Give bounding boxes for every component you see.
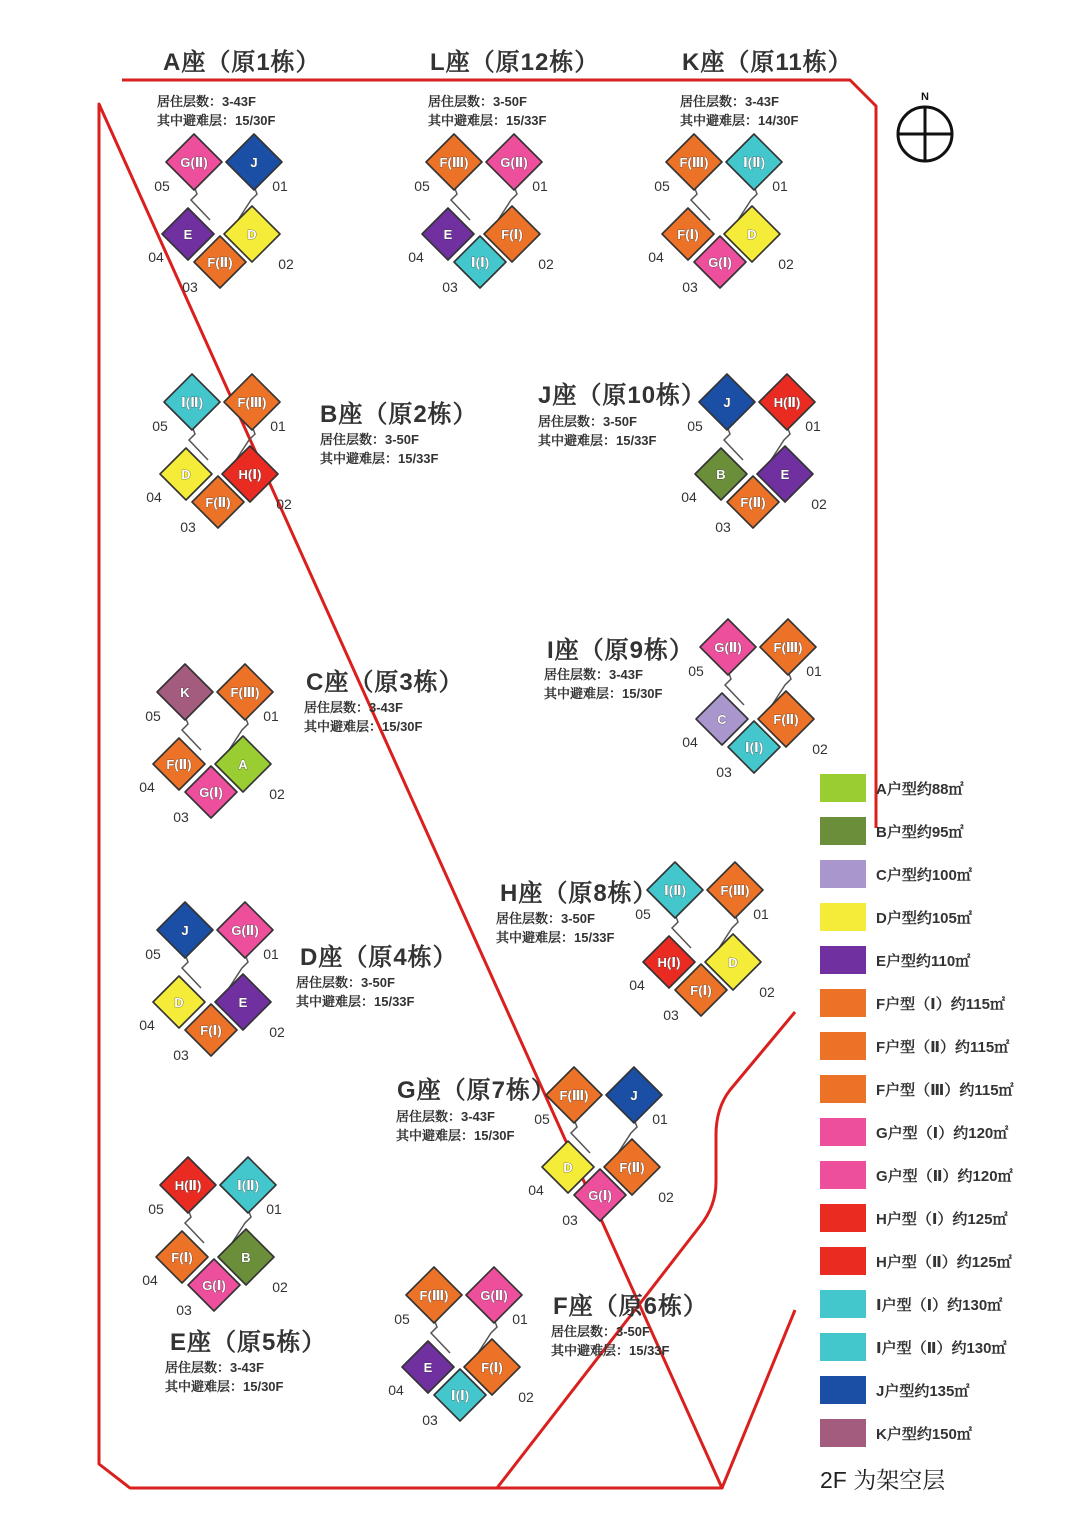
unit-type-label: F(Ⅰ) — [200, 1023, 222, 1038]
unit-type-label: F(Ⅰ) — [481, 1360, 503, 1375]
unit-type-label: F(Ⅱ) — [773, 712, 799, 727]
unit-number: 03 — [182, 279, 198, 295]
unit-05 — [145, 664, 213, 724]
building-info-h — [496, 909, 614, 947]
unit-number: 04 — [146, 489, 162, 505]
legend-swatch — [820, 860, 866, 888]
unit-01 — [707, 862, 769, 922]
building-title-c: C座（原3栋） — [306, 669, 464, 696]
legend-swatch — [820, 903, 866, 931]
unit-05 — [414, 134, 482, 194]
unit-number: 05 — [654, 178, 670, 194]
unit-01 — [226, 134, 288, 194]
building-info-i — [544, 665, 662, 703]
unit-type-label: E — [423, 1360, 433, 1375]
unit-type-label: G(Ⅱ) — [500, 155, 528, 170]
unit-type-label: Ⅰ(Ⅱ) — [180, 395, 204, 410]
legend-swatch — [820, 1247, 866, 1275]
stilt-floor-note: 2F 为架空层 — [820, 1467, 946, 1493]
unit-type-label: F(Ⅰ) — [690, 983, 712, 998]
legend-item — [820, 1032, 1070, 1060]
unit-type-label: G(Ⅰ) — [588, 1188, 612, 1203]
unit-type-label: H(Ⅰ) — [657, 955, 681, 970]
unit-number: 05 — [688, 663, 704, 679]
building-info-l — [428, 92, 546, 130]
building-title-g: G座（原7栋） — [397, 1077, 557, 1104]
unit-type-label: Ⅰ(Ⅰ) — [744, 740, 764, 755]
unit-number: 05 — [534, 1111, 550, 1127]
unit-number: 03 — [180, 519, 196, 535]
unit-type-label: F(Ⅲ) — [720, 883, 750, 898]
legend-swatch — [820, 817, 866, 845]
building-b — [146, 374, 292, 535]
unit-type-label: F(Ⅲ) — [559, 1088, 589, 1103]
unit-type-label: D — [181, 467, 191, 482]
refuge-floors: 其中避难层：15/30F — [304, 719, 423, 734]
unit-number: 01 — [532, 178, 548, 194]
unit-number: 01 — [806, 663, 822, 679]
legend-item — [820, 1075, 1070, 1103]
unit-type-label: Ⅰ(Ⅱ) — [236, 1178, 260, 1193]
unit-number: 01 — [263, 708, 279, 724]
unit-05 — [394, 1267, 462, 1327]
legend-label: Ⅰ户型（Ⅱ）约130㎡ — [876, 1339, 1007, 1357]
refuge-floors: 其中避难层：15/33F — [551, 1343, 670, 1358]
unit-type-label: F(Ⅲ) — [773, 640, 803, 655]
building-info-e — [165, 1358, 283, 1396]
unit-number: 04 — [388, 1382, 404, 1398]
unit-number: 04 — [142, 1272, 158, 1288]
unit-type-label: F(Ⅲ) — [237, 395, 267, 410]
unit-type-label: E — [443, 227, 453, 242]
unit-number: 03 — [176, 1302, 192, 1318]
legend-item — [820, 903, 1070, 931]
legend-swatch — [820, 1290, 866, 1318]
refuge-floors: 其中避难层：15/30F — [157, 113, 276, 128]
building-i — [682, 619, 828, 780]
legend-item — [820, 1419, 1070, 1447]
unit-number: 04 — [139, 779, 155, 795]
legend-item — [820, 1290, 1070, 1318]
unit-number: 01 — [270, 418, 286, 434]
unit-type-label: J — [181, 923, 189, 938]
unit-type-label: G(Ⅱ) — [714, 640, 742, 655]
unit-01 — [217, 902, 279, 962]
unit-number: 05 — [687, 418, 703, 434]
unit-type-label: K — [180, 685, 190, 700]
refuge-floors: 其中避难层：15/33F — [428, 113, 547, 128]
building-info-k — [680, 92, 798, 130]
unit-type-label: J — [250, 155, 258, 170]
building-title-l: L座（原12栋） — [430, 49, 600, 76]
unit-type-label: F(Ⅲ) — [230, 685, 260, 700]
unit-number: 02 — [272, 1279, 288, 1295]
unit-type-label: J — [723, 395, 731, 410]
legend-swatch — [820, 774, 866, 802]
legend-swatch — [820, 1118, 866, 1146]
unit-type-label: G(Ⅱ) — [180, 155, 208, 170]
unit-type-label: F(Ⅱ) — [207, 255, 233, 270]
unit-number: 01 — [272, 178, 288, 194]
building-info-b — [320, 430, 438, 468]
unit-type-label: G(Ⅰ) — [202, 1278, 226, 1293]
legend-label: H户型（Ⅱ）约125㎡ — [876, 1253, 1012, 1271]
unit-type-label: E — [238, 995, 248, 1010]
unit-type-label: F(Ⅱ) — [166, 757, 192, 772]
compass-label: N — [921, 91, 929, 103]
unit-05 — [688, 619, 756, 679]
unit-01 — [224, 374, 286, 434]
unit-number: 04 — [148, 249, 164, 265]
unit-number: 03 — [562, 1212, 578, 1228]
building-title-i: I座（原9栋） — [547, 637, 695, 664]
refuge-floors: 其中避难层：15/30F — [544, 686, 663, 701]
refuge-floors: 其中避难层：15/30F — [396, 1128, 515, 1143]
unit-05 — [148, 1157, 216, 1217]
refuge-floors: 其中避难层：15/33F — [296, 994, 415, 1009]
unit-01 — [217, 664, 279, 724]
building-info-j — [538, 412, 656, 450]
unit-number: 02 — [269, 786, 285, 802]
unit-type-label: F(Ⅰ) — [677, 227, 699, 242]
floors-count: 居住层数：3-50F — [320, 432, 419, 447]
unit-number: 02 — [518, 1389, 534, 1405]
legend-label: F户型（Ⅰ）约115㎡ — [876, 995, 1005, 1013]
unit-number: 01 — [753, 906, 769, 922]
building-title-e: E座（原5栋） — [170, 1329, 327, 1356]
unit-number: 02 — [778, 256, 794, 272]
unit-type-label: D — [247, 227, 257, 242]
floors-count: 居住层数：3-43F — [157, 94, 256, 109]
unit-number: 03 — [442, 279, 458, 295]
legend-item — [820, 1247, 1070, 1275]
legend-item — [820, 1333, 1070, 1361]
unit-number: 03 — [715, 519, 731, 535]
unit-number: 03 — [422, 1412, 438, 1428]
legend-item — [820, 946, 1070, 974]
legend-label: Ⅰ户型（Ⅰ）约130㎡ — [876, 1296, 1003, 1314]
unit-type-label: G(Ⅰ) — [199, 785, 223, 800]
floors-count: 居住层数：3-43F — [680, 94, 779, 109]
legend-label: D户型约105㎡ — [876, 909, 972, 927]
floors-count: 居住层数：3-50F — [551, 1324, 650, 1339]
floors-count: 居住层数：3-43F — [396, 1109, 495, 1124]
site-boundary-east — [722, 1310, 795, 1488]
unit-type-label: Ⅰ(Ⅱ) — [742, 155, 766, 170]
unit-number: 03 — [716, 764, 732, 780]
legend-item — [820, 817, 1070, 845]
unit-05 — [152, 374, 220, 434]
unit-number: 02 — [269, 1024, 285, 1040]
unit-05 — [654, 134, 722, 194]
unit-type-label: Ⅰ(Ⅱ) — [663, 883, 687, 898]
unit-type-label: F(Ⅰ) — [501, 227, 523, 242]
building-info-d — [296, 973, 414, 1011]
legend-swatch — [820, 989, 866, 1017]
legend-item — [820, 989, 1070, 1017]
unit-number: 03 — [663, 1007, 679, 1023]
unit-number: 02 — [276, 496, 292, 512]
unit-number: 01 — [512, 1311, 528, 1327]
unit-01 — [606, 1067, 668, 1127]
unit-number: 02 — [759, 984, 775, 1000]
unit-type-label: E — [183, 227, 193, 242]
unit-number: 05 — [414, 178, 430, 194]
unit-type-label: C — [717, 712, 727, 727]
legend-label: A户型约88㎡ — [876, 780, 964, 798]
legend-label: K户型约150㎡ — [876, 1425, 972, 1443]
unit-number: 04 — [648, 249, 664, 265]
unit-number: 04 — [528, 1182, 544, 1198]
legend-label: G户型（Ⅱ）约120㎡ — [876, 1167, 1013, 1185]
unit-number: 01 — [772, 178, 788, 194]
refuge-floors: 其中避难层：15/33F — [320, 451, 439, 466]
unit-number: 02 — [658, 1189, 674, 1205]
legend-label: B户型约95㎡ — [876, 823, 964, 841]
legend-label: G户型（Ⅰ）约120㎡ — [876, 1124, 1009, 1142]
legend-label: J户型约135㎡ — [876, 1382, 970, 1400]
unit-type-label: G(Ⅱ) — [480, 1288, 508, 1303]
unit-type-label: G(Ⅰ) — [708, 255, 732, 270]
building-title-d: D座（原4栋） — [300, 944, 458, 971]
unit-number: 04 — [629, 977, 645, 993]
legend-swatch — [820, 1032, 866, 1060]
unit-number: 02 — [812, 741, 828, 757]
unit-type-label: H(Ⅱ) — [174, 1178, 202, 1193]
unit-01 — [220, 1157, 282, 1217]
floors-count: 居住层数：3-50F — [296, 975, 395, 990]
legend-item — [820, 1204, 1070, 1232]
unit-type-label: H(Ⅱ) — [773, 395, 801, 410]
unit-type-label: J — [630, 1088, 638, 1103]
unit-type-label: D — [747, 227, 757, 242]
building-info-f — [551, 1322, 669, 1360]
building-info-a — [157, 92, 275, 130]
unit-type-label: D — [174, 995, 184, 1010]
unit-01 — [486, 134, 548, 194]
north-compass-icon — [898, 91, 952, 161]
unit-number: 05 — [394, 1311, 410, 1327]
unit-number: 05 — [145, 946, 161, 962]
building-title-f: F座（原6栋） — [553, 1293, 709, 1320]
unit-type-label: H(Ⅰ) — [238, 467, 262, 482]
building-title-j: J座（原10栋） — [538, 382, 707, 409]
legend-swatch — [820, 1376, 866, 1404]
floors-count: 居住层数：3-50F — [538, 414, 637, 429]
unit-01 — [760, 619, 822, 679]
building-title-k: K座（原11栋） — [682, 49, 853, 76]
unit-05 — [145, 902, 213, 962]
legend-label: E户型约110㎡ — [876, 952, 971, 970]
unit-type-label: F(Ⅱ) — [740, 495, 766, 510]
unit-number: 01 — [652, 1111, 668, 1127]
legend-item — [820, 1161, 1070, 1189]
building-a — [148, 134, 294, 295]
unit-type-label: G(Ⅱ) — [231, 923, 259, 938]
unit-number: 05 — [148, 1201, 164, 1217]
refuge-floors: 其中避难层：15/30F — [165, 1379, 284, 1394]
building-k — [648, 134, 794, 295]
legend-item — [820, 774, 1070, 802]
legend-item — [820, 860, 1070, 888]
unit-number: 04 — [139, 1017, 155, 1033]
legend-label: C户型约100㎡ — [876, 866, 972, 884]
unit-type-label: F(Ⅲ) — [419, 1288, 449, 1303]
unit-type-label: F(Ⅱ) — [619, 1160, 645, 1175]
unit-number: 04 — [681, 489, 697, 505]
building-e — [142, 1157, 288, 1318]
building-title-a: A座（原1栋） — [163, 49, 321, 76]
unit-type-label: E — [780, 467, 790, 482]
unit-01 — [759, 374, 821, 434]
unit-01 — [466, 1267, 528, 1327]
unit-number: 03 — [682, 279, 698, 295]
building-f — [388, 1267, 534, 1428]
unit-type-label: Ⅰ(Ⅰ) — [470, 255, 490, 270]
refuge-floors: 其中避难层：14/30F — [680, 113, 799, 128]
unit-number: 03 — [173, 1047, 189, 1063]
refuge-floors: 其中避难层：15/33F — [496, 930, 615, 945]
building-d — [139, 902, 285, 1063]
unit-05 — [154, 134, 222, 194]
unit-number: 03 — [173, 809, 189, 825]
unit-number: 05 — [635, 906, 651, 922]
building-info-c — [304, 698, 422, 736]
legend-swatch — [820, 1333, 866, 1361]
unit-type-label: D — [563, 1160, 573, 1175]
unit-type-label: F(Ⅰ) — [171, 1250, 193, 1265]
building-info-g — [396, 1107, 514, 1145]
legend-swatch — [820, 1075, 866, 1103]
unit-number: 05 — [145, 708, 161, 724]
unit-type-label: F(Ⅲ) — [439, 155, 469, 170]
floors-count: 居住层数：3-43F — [304, 700, 403, 715]
unit-number: 01 — [805, 418, 821, 434]
unit-number: 05 — [154, 178, 170, 194]
unit-type-label: D — [728, 955, 738, 970]
building-l — [408, 134, 554, 295]
unit-number: 02 — [811, 496, 827, 512]
unit-number: 04 — [682, 734, 698, 750]
unit-type-label: A — [238, 757, 248, 772]
floors-count: 居住层数：3-43F — [165, 1360, 264, 1375]
unit-type-label: F(Ⅱ) — [205, 495, 231, 510]
unit-number: 04 — [408, 249, 424, 265]
unit-type-label: Ⅰ(Ⅰ) — [450, 1388, 470, 1403]
legend-item — [820, 1118, 1070, 1146]
unit-number: 02 — [538, 256, 554, 272]
building-c — [139, 664, 285, 825]
legend-swatch — [820, 1419, 866, 1447]
building-title-h: H座（原8栋） — [500, 880, 658, 907]
legend-label: H户型（Ⅰ）约125㎡ — [876, 1210, 1008, 1228]
unit-type-label: B — [716, 467, 726, 482]
unit-type-label: B — [241, 1250, 251, 1265]
legend-item — [820, 1376, 1070, 1404]
floors-count: 居住层数：3-50F — [428, 94, 527, 109]
refuge-floors: 其中避难层：15/33F — [538, 433, 657, 448]
unit-01 — [726, 134, 788, 194]
legend-swatch — [820, 1161, 866, 1189]
unit-number: 01 — [266, 1201, 282, 1217]
unit-number: 01 — [263, 946, 279, 962]
floors-count: 居住层数：3-50F — [496, 911, 595, 926]
unit-type-label: F(Ⅲ) — [679, 155, 709, 170]
building-title-b: B座（原2栋） — [320, 401, 478, 428]
floors-count: 居住层数：3-43F — [544, 667, 643, 682]
legend-label: F户型（Ⅲ）约115㎡ — [876, 1081, 1014, 1099]
legend-swatch — [820, 946, 866, 974]
unit-number: 02 — [278, 256, 294, 272]
legend-swatch — [820, 1204, 866, 1232]
legend-label: F户型（Ⅱ）约115㎡ — [876, 1038, 1010, 1056]
unit-number: 05 — [152, 418, 168, 434]
